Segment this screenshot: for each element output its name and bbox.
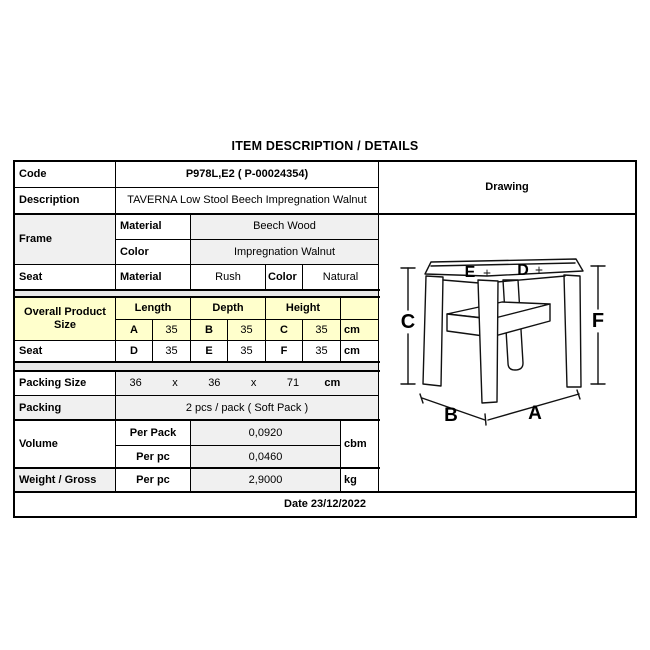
packing-size-unit: cm — [324, 377, 341, 390]
weight-per-pc-label: Per pc — [116, 469, 191, 493]
packing-sep2: x — [250, 377, 257, 390]
section-line — [15, 361, 380, 363]
dim-letter-d: D — [517, 262, 529, 279]
length-header: Length — [116, 298, 191, 320]
unit-header-empty — [341, 298, 379, 320]
packing-label: Packing — [15, 396, 116, 421]
frame-material-label: Material — [116, 214, 191, 240]
dim-e-key: E — [191, 341, 228, 362]
volume-label: Volume — [15, 421, 116, 469]
seat-unit: cm — [341, 341, 379, 362]
date-row: Date 23/12/2022 — [284, 498, 366, 511]
seat-material-value: Rush — [191, 265, 266, 290]
drawing-header: Drawing — [379, 162, 635, 214]
description-value: TAVERNA Low Stool Beech Impregnation Walnut — [116, 188, 379, 214]
section-line — [15, 419, 380, 421]
dim-letter-c: C — [400, 311, 416, 333]
frame-color-label: Color — [116, 240, 191, 265]
weight-label: Weight / Gross — [15, 469, 116, 493]
code-label: Code — [15, 162, 116, 188]
packing-size-value — [116, 372, 379, 396]
seat-size-label: Seat — [15, 341, 116, 362]
drawing-cell — [379, 214, 635, 493]
frame-label: Frame — [15, 214, 116, 265]
spec-table — [13, 160, 637, 518]
dim-e-value: 35 — [228, 341, 266, 362]
seat-label: Seat — [15, 265, 116, 290]
section-line — [15, 467, 380, 469]
section-line — [15, 370, 380, 372]
per-pc-label: Per pc — [116, 446, 191, 469]
dim-letter-f: F — [591, 310, 605, 332]
section-line — [15, 491, 635, 493]
dim-letter-b: B — [444, 405, 458, 426]
packing-dim2: 36 — [208, 377, 221, 390]
packing-value: 2 pcs / pack ( Soft Pack ) — [116, 396, 379, 421]
page-title: ITEM DESCRIPTION / DETAILS — [231, 139, 419, 153]
per-pack-label: Per Pack — [116, 421, 191, 446]
volume-unit: cbm — [341, 421, 379, 469]
packing-dim3: 71 — [286, 377, 300, 390]
frame-color-value: Impregnation Walnut — [191, 240, 379, 265]
packing-size-label: Packing Size — [15, 372, 116, 396]
description-label: Description — [15, 188, 116, 214]
stool-drawing — [379, 214, 635, 492]
section-line — [15, 213, 635, 215]
per-pack-value: 0,0920 — [191, 421, 341, 446]
per-pc-value: 0,0460 — [191, 446, 341, 469]
seat-color-label: Color — [266, 265, 303, 290]
dim-b-value: 35 — [228, 320, 266, 341]
seat-color-value: Natural — [303, 265, 379, 290]
dim-a-key: A — [116, 320, 153, 341]
depth-header: Depth — [191, 298, 266, 320]
dim-f-value: 35 — [303, 341, 341, 362]
height-header: Height — [266, 298, 341, 320]
code-value: P978L,E2 ( P-00024354) — [116, 162, 379, 188]
dim-d-value: 35 — [153, 341, 191, 362]
seat-material-label: Material — [116, 265, 191, 290]
dim-letter-a: A — [528, 403, 542, 424]
dim-a-value: 35 — [153, 320, 191, 341]
overall-size-label: Overall Product Size — [15, 298, 116, 341]
weight-value: 2,9000 — [191, 469, 341, 493]
packing-dim1: 36 — [129, 377, 142, 390]
section-line — [15, 296, 380, 298]
dim-c-value: 35 — [303, 320, 341, 341]
dim-d-key: D — [116, 341, 153, 362]
dim-b-key: B — [191, 320, 228, 341]
section-line — [15, 289, 380, 291]
dim-letter-e: E — [464, 264, 476, 281]
dim-c-key: C — [266, 320, 303, 341]
dim-f-key: F — [266, 341, 303, 362]
packing-sep1: x — [172, 377, 178, 390]
weight-unit: kg — [341, 469, 379, 493]
frame-material-value: Beech Wood — [191, 214, 379, 240]
overall-unit: cm — [341, 320, 379, 341]
